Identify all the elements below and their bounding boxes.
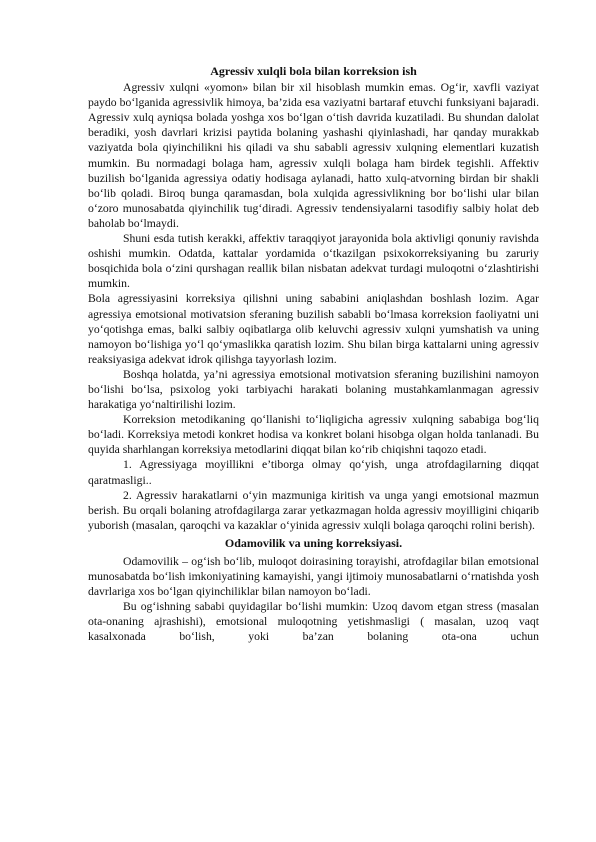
paragraph-6: Odamovilik – og‘ish bo‘lib, muloqot doirasining torayishi, atrofdagilar bilan emotsional munosabatda bo‘lish imkoniyatining kamayishi, yangi ijtimoiy munosabatlarni o‘rnatishda yosh davrlariga xos bo‘lgan qiyinchiliklar bilan namoyon bo‘ladi. — [88, 555, 539, 599]
paragraph-7: Bu og‘ishning sababi quyidagilar bo‘lishi mumkin: Uzoq davom etgan stress (masalan ota-onaning ajrashishi), emotsional muloqotning yetishmasligi ( masalan, uzoq vaqt kasalxonada bo‘lish, yoki ba’zan bolaning ota-ona uchun — [88, 600, 539, 644]
paragraph-2: Shuni esda tutish kerakki, affektiv taraqqiyot jarayonida bola aktivligi qonuniy ravishda oshishi mumkin. Odatda, kattalar yordamida o‘tkazilgan psixokorreksiyaning bu zaruriy bosqichida bola o‘zini qurshagan reallik bilan nisbatan adekvat turdagi muloqotni o‘zlashtirishi mumkin. — [88, 232, 539, 291]
list-item-2: 2. Agressiv harakatlarni o‘yin mazmuniga kiritish va unga yangi emotsional mazmun berish. Bu orqali bolaning atrofdagilarga zarar yetkazmagan holda agressiv moyilligini chiqarib yuborish (masalan, qaroqchi va kazaklar o‘yinida agressiv xulqli bolaga qaroqchi rolini berish). — [88, 488, 539, 532]
list-item-1: 1. Agressiyaga moyillikni e’tiborga olmay qo‘yish, unga atrofdagilarning diqqat qaratmasligi.. — [88, 458, 539, 487]
document-body — [88, 64, 539, 645]
document-title: Agressiv xulqli bola bilan korreksion ish — [210, 64, 417, 78]
paragraph-4: Boshqa holatda, ya’ni agressiya emotsional motivatsion sferaning buzilishini namoyon bo‘lishi bo‘lsa, psixolog yoki tarbiyachi harakati bolaning mustahkamlanmagan agressiv harakatiga yo‘naltirilishi lozim. — [88, 367, 539, 412]
paragraph-5: Korreksion metodikaning qo‘llanishi to‘liqligicha agressiv xulqning sababiga bog‘liq bo‘ladi. Korreksiya metodi konkret hodisa va konkret bolani hisobga olgan holda tanlanadi. Bu quyida sharhlangan korreksiya metodlarini diqqat bilan ko‘rib chiqishni taqozo etadi. — [88, 413, 539, 457]
paragraph-1: Agressiv xulqni «yomon» bilan bir xil hisoblash mumkin emas. Og‘ir, xavfli vaziyat paydo bo‘lganida agressivlik himoya, ba’zida esa vaziyatni bartaraf etuvchi funksiyani bajaradi. Agressiv xulq ayniqsa bolada yoshga xos bo‘lgan o‘tish davrida kuzatiladi. Bu shundan dalolat beradiki, yosh davrlari krizisi paytida bolaning yashashi qiyinlashadi, har qanday murakkab vaziyatda bola qiyinchilikni his qiladi va shu sababli agressiv xulqning elementlari kuzatish mumkin. Bu normadagi bolaga ham, agressiv xulqli bolaga ham birdek tegishli. Affektiv buzilish bo‘lganida agressiya odatiy hodisaga aylanadi, hatto xulq-atvorning birdan bir shakli bo‘lib qoladi. Biroq bunga qaramasdan, bola xulqida agressivlikning bor bo‘lishi ular bilan o‘zoro munosabatda qiyinchilik tug‘diradi. Agressiv tendensiyalarni tasodifiy salbiy holat deb baholab bo‘lmaydi. — [88, 81, 539, 230]
section-subtitle: Odamovilik va uning korreksiyasi. — [224, 535, 403, 550]
paragraph-3: Bola agressiyasini korreksiya qilishni uning sababini aniqlashdan boshlash lozim. Agar agressiya emotsional motivatsion sferaning buzilish sababli bo‘lmasa korreksion faoliyatni uni yo‘qotishga emas, balki salbiy oqibatlarga olib keluvchi agressiv xulqni yumshatish va uning namoyon bo‘lishiga yo‘l qo‘ymaslikka qaratish lozim. Shu bilan birga kattalarni uning agressiv reaksiyasiga adekvat idrok qilishga tayyorlash lozim. — [88, 292, 539, 366]
